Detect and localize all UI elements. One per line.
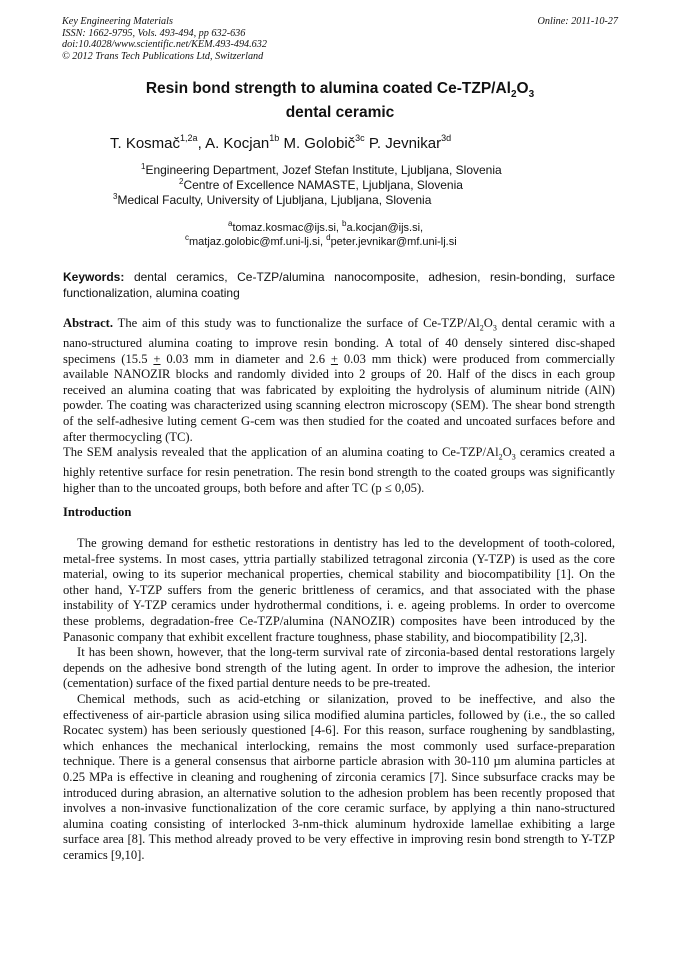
publication-header (62, 16, 618, 62)
author-name: T. Kosmač (110, 135, 181, 152)
copyright-line: © 2012 Trans Tech Publications Ltd, Switzerland (62, 50, 264, 62)
abstract-label: Abstract. (63, 316, 114, 330)
intro-paragraph-1: The growing demand for esthetic restorations in dentistry has led to the development of tooth-colored, metal-free systems. In most cases, yttria partially stabilized tetragonal zirconia (Y-TZP) is used as the core material, owing to its superior mechanical properties, chemical stability and biocompatibility [1]. On the other hand, Y-TZP suffers from the generic brittleness of ceramics, and that associated with the phase instability of Y-TZP ceramics under hydrothermal conditions, i. e. ageing problems. In order to overcome these problems, degradation-free Ce-TZP/alumina (NANOZIR) composites have been introduced by the Panasonic company that exhibit excellent fracture toughness, phase stability, and biocompatibility [2,3]. (63, 536, 615, 644)
author-name: , A. Kocjan (197, 135, 270, 152)
keywords (63, 270, 615, 301)
journal-name: Key Engineering Materials (62, 16, 173, 27)
keywords-label: Keywords: (63, 270, 125, 284)
email-line-1: $^a$tomaz.kosmac@ijs.si, $^b$a.kocjan@ijs.si, (228, 219, 424, 234)
email-line-2: $^c$matjaz.golobic@mf.uni-lj.si, $^d$peter.jevnikar@mf.uni-lj.si (185, 233, 457, 248)
author-name: M. Golobič (279, 135, 356, 152)
intro-paragraph-3: Chemical methods, such as acid-etching or silanization, proved to be ineffective, and also the effectiveness of air-particle abrasion using silica modified alumina particles, followed by (i.e., the so called Rocatec system) has been seriously questioned [4-6]. For this reason, surface roughening by sandblasting, which enhances the mechanical interlocking, remains the most commonly used surface-preparation technique. There is a general consensus that airborne particle abrasion with 30-110 µm alumina particles at 0.25 MPa is effective in cleaning and roughening of zirconia ceramics [7]. Since subsurface cracks may be introduced during abrasion, an alternative solution to the adhesion problem has been recently proposed that involves a non-invasive functionalization of the core ceramic surface, by applying a thin nano-structured alumina coating consisting of interlocked 3-nm-thick aluminum hydroxide lamellae exhibiting a large surface area [8]. This method already proved to be very effective in improving resin bond strength to Y-TZP ceramics [9,10]. (63, 691, 615, 862)
online-date: Online: 2011-10-27 (537, 16, 618, 27)
affiliation-1: $^1$Engineering Department, Jozef Stefan Institute, Ljubljana, Slovenia (141, 162, 502, 177)
affiliation-3: $^3$Medical Faculty, University of Ljubljana, Ljubljana, Slovenia (113, 192, 432, 207)
intro-paragraph-2: It has been shown, however, that the long-term survival rate of zirconia-based dental restorations largely depends on the adhesive bond strength of the luting agent. In order to improve the adhesion, the interior (cementation) surface of the fixed partial denture needs to be pre-treated. (63, 645, 615, 691)
abstract (63, 316, 615, 497)
paper-title: Resin bond strength to alumina coated $Ce-TZP/Al_2O_3$ dental ceramic (145, 80, 535, 122)
author-list: T. Kosmač$^{1,2a}$, A. Kocjan$^{1b}$ M. Golobič$^{3c}$ P. Jevnikar$^{3d}$ (110, 133, 452, 152)
section-heading-introduction: Introduction (63, 505, 132, 519)
doi-line: doi:10.4028/www.scientific.net/KEM.493-494.632 (62, 39, 267, 51)
abstract-paragraph-1: Abstract. The aim of this study was to functionalize the surface of $Ce-TZP/Al_2O_3$ dental ceramic with a nano-structured alumina coating to improve resin bonding. A total of 40 densely sintered disc-shaped specimens (15.5 + 0.03 mm in diameter and 2.6 + 0.03 mm thick) were produced from commercially available NANOZIR blocks and randomly divided into 2 groups of 20. Half of the discs in each group received an alumina coating that was fabricated by exploiting the hydrolysis of aluminum nitride (AlN) powder. The coating was characterized using scanning electron microscopy (SEM). The shear bond strength of the self-adhesive luting cement G-cem was then studied for the coated and uncoated surfaces before and after thermocycling (TC). (63, 316, 616, 444)
author-name: P. Jevnikar (364, 135, 442, 152)
affiliation-2: $^2$Centre of Excellence NAMASTE, Ljubljana, Slovenia (179, 177, 463, 192)
keywords-text: dental ceramics, Ce-TZP/alumina nanocomposite, adhesion, resin-bonding, surface functionalization, alumina coating (63, 270, 615, 300)
issn-line: ISSN: 1662-9795, Vols. 493-494, pp 632-636 (62, 27, 246, 39)
abstract-paragraph-2: The SEM analysis revealed that the application of an alumina coating to $Ce-TZP/Al_2O_3$ ceramics created a highly retentive surface for resin penetration. The resin bond strength to the coated groups was significantly higher than to the uncoated groups, both before and after TC (p ≤ 0,05). (63, 445, 615, 495)
introduction-body (63, 536, 615, 863)
